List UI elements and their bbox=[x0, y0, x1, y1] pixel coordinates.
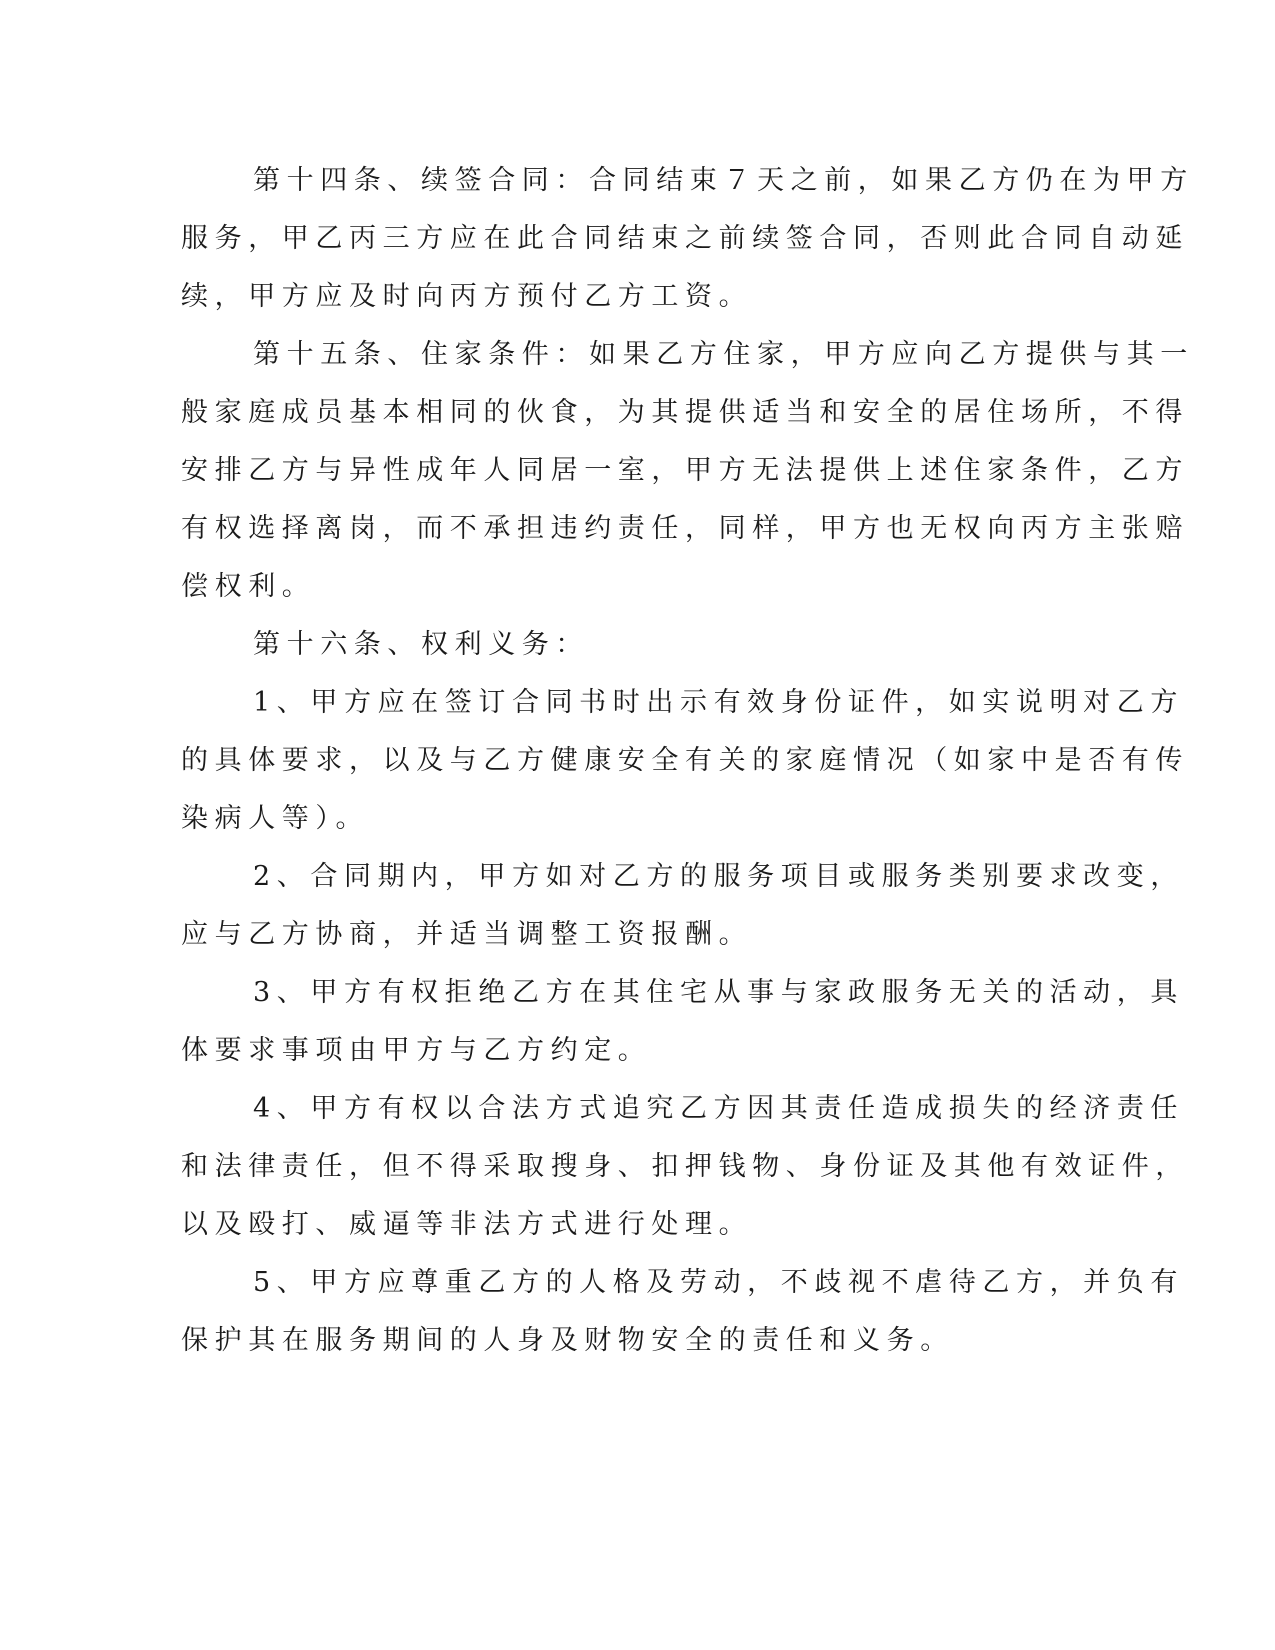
clause-2-line-2: 应与乙方协商，并适当调整工资报酬。 bbox=[181, 919, 753, 950]
clause-5-line-2: 保护其在服务期间的人身及财物安全的责任和义务。 bbox=[181, 1325, 954, 1356]
article-15-line-3: 安排乙方与异性成年人同居一室，甲方无法提供上述住家条件，乙方 bbox=[181, 455, 1189, 486]
clause-3-line-1: 3、甲方有权拒绝乙方在其住宅从事与家政服务无关的活动，具 bbox=[253, 977, 1184, 1008]
article-15-line-1: 第十五条、住家条件：如果乙方住家，甲方应向乙方提供与其一 bbox=[253, 339, 1194, 370]
article-14-line-1: 第十四条、续签合同：合同结束７天之前，如果乙方仍在为甲方 bbox=[253, 165, 1194, 196]
clause-4-line-3: 以及殴打、威逼等非法方式进行处理。 bbox=[181, 1209, 753, 1240]
clause-1-line-3: 染病人等）。 bbox=[181, 803, 370, 834]
article-14-line-3: 续，甲方应及时向丙方预付乙方工资。 bbox=[181, 281, 753, 312]
article-15-line-2: 般家庭成员基本相同的伙食，为其提供适当和安全的居住场所，不得 bbox=[181, 397, 1189, 428]
article-14-line-2: 服务，甲乙丙三方应在此合同结束之前续签合同，否则此合同自动延 bbox=[181, 223, 1189, 254]
article-16-heading: 第十六条、权利义务： bbox=[253, 629, 589, 660]
clause-4-line-2: 和法律责任，但不得采取搜身、扣押钱物、身份证及其他有效证件， bbox=[181, 1151, 1189, 1182]
clause-1-line-2: 的具体要求，以及与乙方健康安全有关的家庭情况（如家中是否有传 bbox=[181, 745, 1189, 776]
article-15-line-5: 偿权利。 bbox=[181, 571, 316, 602]
clause-1-line-1: 1、甲方应在签订合同书时出示有效身份证件，如实说明对乙方 bbox=[253, 687, 1184, 718]
clause-2-line-1: 2、合同期内，甲方如对乙方的服务项目或服务类别要求改变， bbox=[253, 861, 1184, 892]
clause-3-line-2: 体要求事项由甲方与乙方约定。 bbox=[181, 1035, 652, 1066]
article-15-line-4: 有权选择离岗，而不承担违约责任，同样，甲方也无权向丙方主张赔 bbox=[181, 513, 1189, 544]
clause-5-line-1: 5、甲方应尊重乙方的人格及劳动，不歧视不虐待乙方，并负有 bbox=[253, 1267, 1184, 1298]
clause-4-line-1: 4、甲方有权以合法方式追究乙方因其责任造成损失的经济责任 bbox=[253, 1093, 1184, 1124]
